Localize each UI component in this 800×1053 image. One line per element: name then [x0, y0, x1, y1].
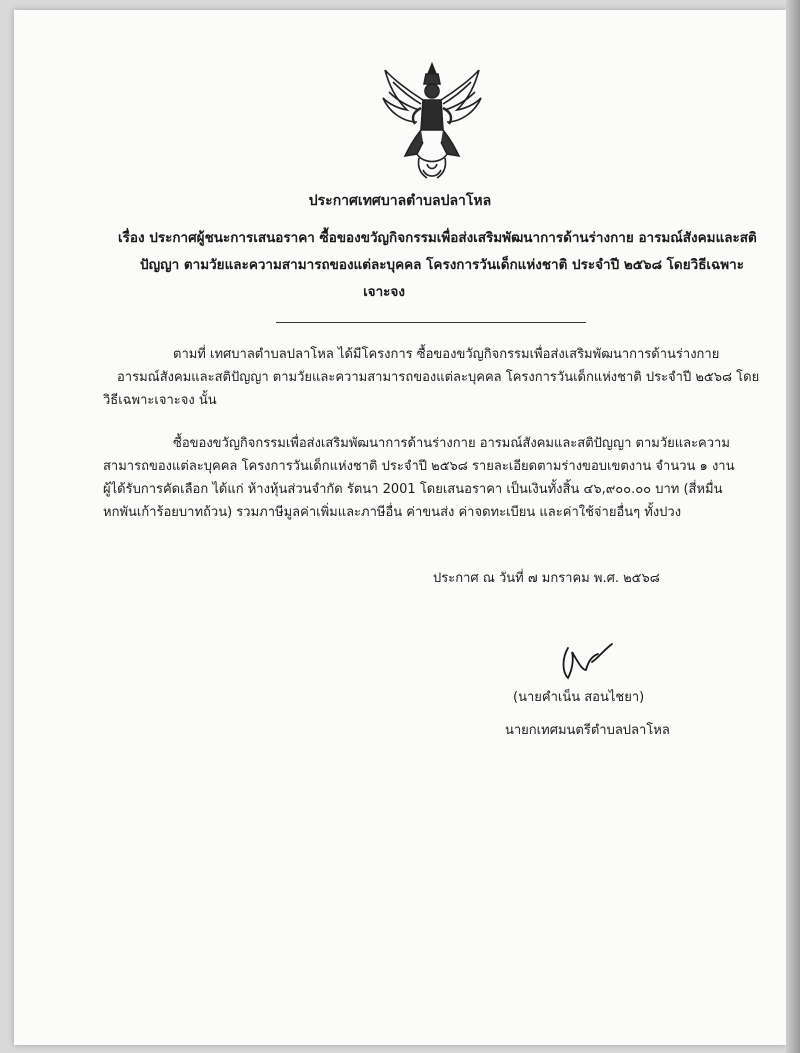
paragraph-line: ซื้อของขวัญกิจกรรมเพื่อส่งเสริมพัฒนาการด้านร่างกาย อารมณ์สังคมและสติปัญญา ตามวัยและความ	[173, 436, 730, 451]
paragraph-line: ผู้ได้รับการคัดเลือก ได้แก่ ห้างหุ้นส่วนจำกัด รัตนา 2001 โดยเสนอราคา เป็นเงินทั้งสิ้น ๔๖,๙๐๐.๐๐ บาท (สี่หมื่น	[103, 482, 723, 497]
garuda-emblem-icon	[377, 60, 487, 182]
document-header: ประกาศเทศบาลตำบลปลาโหล	[308, 193, 492, 209]
subject-line: เจาะจง	[363, 284, 405, 300]
paragraph-line: หกพันเก้าร้อยบาทถ้วน) รวมภาษีมูลค่าเพิ่มและภาษีอื่น ค่าขนส่ง ค่าจดทะเบียน และค่าใช้จ่ายอื่นๆ ทั้งปวง	[103, 505, 682, 520]
paragraph-line: สามารถของแต่ละบุคคล โครงการวันเด็กแห่งชาติ ประจำปี ๒๕๖๘ รายละเอียดตามร่างขอบเขตงาน จำนวน ๑ งาน	[103, 459, 735, 474]
announce-date: ประกาศ ณ วันที่ ๗ มกราคม พ.ศ. ๒๕๖๘	[433, 571, 660, 586]
signer-title: นายกเทศมนตรีตำบลปลาโหล	[505, 723, 670, 738]
paragraph-line: วิธีเฉพาะเจาะจง นั้น	[103, 393, 217, 408]
paragraph-1	[103, 343, 763, 412]
signature-mark	[548, 640, 618, 685]
subject-line: ปัญญา ตามวัยและความสามารถของแต่ละบุคคล โครงการวันเด็กแห่งชาติ ประจำปี ๒๕๖๘ โดยวิธีเฉพาะ	[140, 257, 744, 273]
paragraph-2	[103, 432, 763, 524]
subject-line: เรื่อง ประกาศผู้ชนะการเสนอราคา ซื้อของขวัญกิจกรรมเพื่อส่งเสริมพัฒนาการด้านร่างกาย อารมณ์สังคมและสติ	[118, 230, 757, 246]
paragraph-line: ตามที่ เทศบาลตำบลปลาโหล ได้มีโครงการ ซื้อของขวัญกิจกรรมเพื่อส่งเสริมพัฒนาการด้านร่างกาย	[173, 347, 720, 362]
paragraph-line: อารมณ์สังคมและสติปัญญา ตามวัยและความสามารถของแต่ละบุคคล โครงการวันเด็กแห่งชาติ ประจำปี ๒๕๖๘ โดย	[117, 370, 760, 385]
page-edge-shadow	[786, 0, 800, 1053]
signer-name: (นายคำเน็น สอนไชยา)	[513, 690, 645, 705]
subject-block	[118, 225, 758, 306]
divider-line	[276, 322, 586, 323]
